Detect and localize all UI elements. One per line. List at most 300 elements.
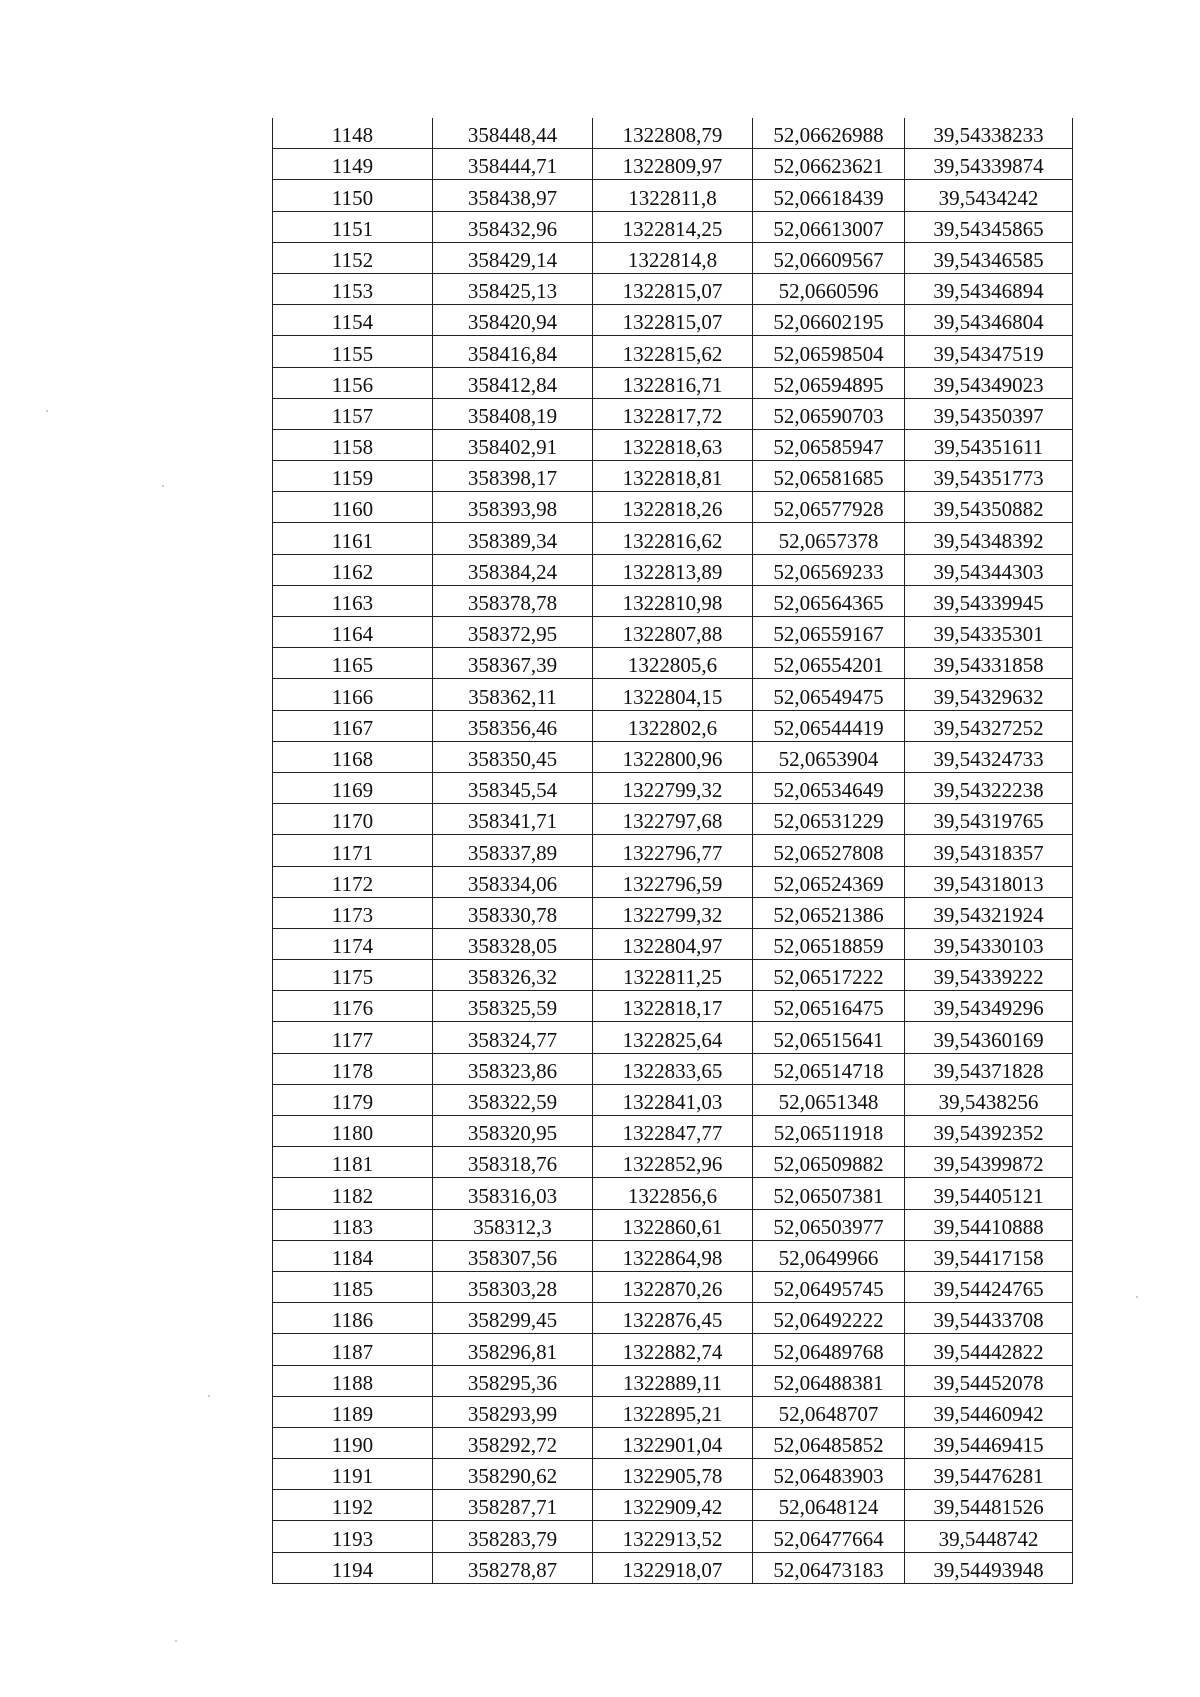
cell-text: 39,54424765	[933, 1277, 1044, 1302]
cell-text: 358295,36	[467, 1370, 558, 1395]
table-row	[273, 1209, 1073, 1240]
x-coordinate-cell	[433, 367, 593, 398]
cell-text: 52,06564365	[773, 591, 884, 615]
cell-text: 358345,54	[467, 778, 558, 803]
longitude-cell	[905, 242, 1073, 273]
cell-text: 1164	[331, 622, 374, 647]
cell-text: 358328,05	[467, 934, 558, 959]
cell-text: 1153	[331, 279, 374, 304]
table-row	[273, 1334, 1073, 1365]
cell-text: 1180	[331, 1121, 374, 1146]
cell-text: 1322825,64	[622, 1027, 723, 1052]
longitude-cell	[905, 118, 1073, 149]
cell-text: 1178	[331, 1058, 374, 1083]
x-coordinate-cell	[433, 1240, 593, 1271]
cell-text: 1322815,62	[622, 341, 723, 366]
latitude-cell	[753, 710, 905, 741]
latitude-cell	[753, 336, 905, 367]
x-coordinate-cell	[433, 1396, 593, 1427]
x-coordinate-cell	[433, 585, 593, 616]
longitude-cell	[905, 866, 1073, 897]
point-number-cell	[273, 617, 433, 648]
y-coordinate-cell	[593, 367, 753, 398]
cell-text: 52,06517222	[773, 965, 884, 990]
cell-text: 1322811,8	[628, 185, 717, 210]
cell-text: 358432,96	[467, 216, 558, 241]
cell-text: 358320,95	[467, 1121, 558, 1146]
y-coordinate-cell	[593, 1427, 753, 1458]
table-row	[273, 211, 1073, 242]
cell-text: 1322800,96	[622, 746, 723, 771]
latitude-cell	[753, 1271, 905, 1302]
latitude-cell	[753, 523, 905, 554]
cell-text: 358326,32	[467, 965, 558, 990]
cell-text: 52,06511918	[773, 1121, 884, 1146]
longitude-cell	[905, 1552, 1073, 1583]
cell-text: 39,54452078	[933, 1370, 1044, 1395]
point-number-cell	[273, 273, 433, 304]
cell-text: 1322876,45	[622, 1308, 723, 1333]
cell-text: 358408,19	[467, 403, 558, 428]
cell-text: 358292,72	[467, 1433, 558, 1458]
cell-text: 39,54371828	[933, 1058, 1044, 1083]
y-coordinate-cell	[593, 804, 753, 835]
cell-text: 1322808,79	[622, 123, 723, 148]
x-coordinate-cell	[433, 1084, 593, 1115]
y-coordinate-cell	[593, 118, 753, 149]
y-coordinate-cell	[593, 897, 753, 928]
cell-text: 1154	[331, 310, 374, 335]
longitude-cell	[905, 554, 1073, 585]
y-coordinate-cell	[593, 1053, 753, 1084]
longitude-cell	[905, 1427, 1073, 1458]
x-coordinate-cell	[433, 741, 593, 772]
point-number-cell	[273, 772, 433, 803]
cell-text: 39,54321924	[933, 902, 1044, 927]
y-coordinate-cell	[593, 149, 753, 180]
cell-text: 358429,14	[467, 247, 558, 272]
cell-text: 1187	[331, 1339, 374, 1364]
cell-text: 358402,91	[467, 435, 558, 460]
cell-text: 1183	[331, 1214, 374, 1239]
point-number-cell	[273, 492, 433, 523]
latitude-cell	[753, 398, 905, 429]
longitude-cell	[905, 461, 1073, 492]
x-coordinate-cell	[433, 991, 593, 1022]
latitude-cell	[753, 242, 905, 273]
point-number-cell	[273, 1521, 433, 1552]
cell-text: 52,06527808	[773, 840, 884, 865]
cell-text: 52,06473183	[773, 1557, 884, 1582]
x-coordinate-cell	[433, 1552, 593, 1583]
cell-text: 1155	[331, 341, 374, 366]
point-number-cell	[273, 1396, 433, 1427]
table-row	[273, 1084, 1073, 1115]
coordinates-table-container	[272, 118, 1072, 1584]
cell-text: 1322818,26	[622, 497, 723, 522]
cell-text: 358325,59	[467, 996, 558, 1021]
table-row	[273, 273, 1073, 304]
cell-text: 1188	[331, 1370, 374, 1395]
point-number-cell	[273, 1116, 433, 1147]
x-coordinate-cell	[433, 461, 593, 492]
x-coordinate-cell	[433, 804, 593, 835]
cell-text: 1322864,98	[622, 1245, 723, 1270]
point-number-cell	[273, 585, 433, 616]
cell-text: 1322870,26	[622, 1277, 723, 1302]
table-row	[273, 149, 1073, 180]
latitude-cell	[753, 741, 905, 772]
cell-text: 1322817,72	[622, 403, 723, 428]
y-coordinate-cell	[593, 305, 753, 336]
x-coordinate-cell	[433, 336, 593, 367]
latitude-cell	[753, 1334, 905, 1365]
y-coordinate-cell	[593, 866, 753, 897]
cell-text: 1322816,71	[622, 372, 723, 397]
latitude-cell	[753, 1116, 905, 1147]
cell-text: 358283,79	[467, 1526, 558, 1551]
cell-text: 1186	[331, 1308, 374, 1333]
table-row	[273, 772, 1073, 803]
cell-text: 52,06554201	[773, 653, 884, 678]
cell-text: 1184	[331, 1245, 374, 1270]
latitude-cell	[753, 1240, 905, 1271]
longitude-cell	[905, 367, 1073, 398]
cell-text: 1322909,42	[622, 1495, 723, 1520]
longitude-cell	[905, 648, 1073, 679]
point-number-cell	[273, 242, 433, 273]
longitude-cell	[905, 1022, 1073, 1053]
cell-text: 1322847,77	[622, 1121, 723, 1146]
cell-text: 39,54351773	[933, 466, 1044, 491]
cell-text: 52,06516475	[773, 996, 884, 1021]
latitude-cell	[753, 180, 905, 211]
cell-text: 1322796,77	[622, 840, 723, 865]
longitude-cell	[905, 1303, 1073, 1334]
table-row	[273, 648, 1073, 679]
table-row	[273, 1147, 1073, 1178]
cell-text: 1322805,6	[627, 653, 718, 678]
y-coordinate-cell	[593, 1084, 753, 1115]
y-coordinate-cell	[593, 772, 753, 803]
table-row	[273, 398, 1073, 429]
cell-text: 52,0653904	[778, 746, 879, 771]
latitude-cell	[753, 367, 905, 398]
latitude-cell	[753, 866, 905, 897]
latitude-cell	[753, 772, 905, 803]
x-coordinate-cell	[433, 679, 593, 710]
cell-text: 1322818,17	[622, 996, 723, 1021]
latitude-cell	[753, 273, 905, 304]
table-row	[273, 180, 1073, 211]
cell-text: 52,06613007	[773, 216, 884, 241]
cell-text: 52,06581685	[773, 466, 884, 491]
x-coordinate-cell	[433, 835, 593, 866]
cell-text: 52,06590703	[773, 403, 884, 428]
x-coordinate-cell	[433, 242, 593, 273]
longitude-cell	[905, 617, 1073, 648]
x-coordinate-cell	[433, 928, 593, 959]
cell-text: 358362,11	[468, 684, 557, 709]
table-row	[273, 1427, 1073, 1458]
y-coordinate-cell	[593, 1521, 753, 1552]
point-number-cell	[273, 1459, 433, 1490]
table-row	[273, 1116, 1073, 1147]
x-coordinate-cell	[433, 1490, 593, 1521]
cell-text: 1322833,65	[622, 1058, 723, 1083]
table-row	[273, 1396, 1073, 1427]
table-row	[273, 1459, 1073, 1490]
latitude-cell	[753, 1022, 905, 1053]
cell-text: 39,54417158	[933, 1245, 1044, 1270]
latitude-cell	[753, 897, 905, 928]
cell-text: 358378,78	[467, 591, 558, 615]
cell-text: 1150	[331, 185, 374, 210]
cell-text: 358341,71	[467, 809, 558, 834]
point-number-cell	[273, 835, 433, 866]
x-coordinate-cell	[433, 648, 593, 679]
x-coordinate-cell	[433, 180, 593, 211]
point-number-cell	[273, 367, 433, 398]
cell-text: 1161	[331, 528, 374, 553]
longitude-cell	[905, 1240, 1073, 1271]
cell-text: 39,54410888	[933, 1214, 1044, 1239]
cell-text: 1322807,88	[622, 622, 723, 647]
cell-text: 1182	[331, 1183, 374, 1208]
x-coordinate-cell	[433, 710, 593, 741]
cell-text: 39,54335301	[933, 622, 1044, 647]
point-number-cell	[273, 554, 433, 585]
y-coordinate-cell	[593, 461, 753, 492]
cell-text: 52,06514718	[773, 1058, 884, 1083]
table-row	[273, 585, 1073, 616]
latitude-cell	[753, 804, 905, 835]
latitude-cell	[753, 1396, 905, 1427]
scan-speck	[208, 1395, 210, 1397]
cell-text: 1322818,81	[622, 466, 723, 491]
x-coordinate-cell	[433, 429, 593, 460]
longitude-cell	[905, 211, 1073, 242]
cell-text: 39,54339222	[933, 965, 1044, 990]
cell-text: 39,54344303	[933, 559, 1044, 584]
cell-text: 358372,95	[467, 622, 558, 647]
cell-text: 358384,24	[467, 559, 558, 584]
cell-text: 1157	[331, 403, 374, 428]
cell-text: 1158	[331, 435, 374, 460]
point-number-cell	[273, 523, 433, 554]
cell-text: 358303,28	[467, 1277, 558, 1302]
x-coordinate-cell	[433, 772, 593, 803]
cell-text: 358330,78	[467, 902, 558, 927]
x-coordinate-cell	[433, 492, 593, 523]
point-number-cell	[273, 118, 433, 149]
latitude-cell	[753, 679, 905, 710]
cell-text: 52,06488381	[773, 1370, 884, 1395]
point-number-cell	[273, 211, 433, 242]
cell-text: 358389,34	[467, 528, 558, 553]
cell-text: 1167	[331, 715, 374, 740]
cell-text: 39,54442822	[933, 1339, 1044, 1364]
latitude-cell	[753, 1303, 905, 1334]
cell-text: 1151	[331, 216, 374, 241]
table-row	[273, 679, 1073, 710]
x-coordinate-cell	[433, 211, 593, 242]
latitude-cell	[753, 1427, 905, 1458]
table-row	[273, 429, 1073, 460]
cell-text: 1322913,52	[622, 1526, 723, 1551]
point-number-cell	[273, 398, 433, 429]
x-coordinate-cell	[433, 1116, 593, 1147]
cell-text: 52,06602195	[773, 310, 884, 335]
cell-text: 52,06483903	[773, 1464, 884, 1489]
cell-text: 39,54331858	[933, 653, 1044, 678]
point-number-cell	[273, 1147, 433, 1178]
cell-text: 39,54324733	[933, 746, 1044, 771]
y-coordinate-cell	[593, 1303, 753, 1334]
cell-text: 52,06559167	[773, 622, 884, 647]
cell-text: 358293,99	[467, 1401, 558, 1426]
cell-text: 1163	[331, 591, 374, 615]
cell-text: 1322905,78	[622, 1464, 723, 1489]
cell-text: 1322814,8	[627, 247, 718, 272]
longitude-cell	[905, 1053, 1073, 1084]
cell-text: 358323,86	[467, 1058, 558, 1083]
cell-text: 1322811,25	[623, 965, 722, 990]
cell-text: 52,0660596	[778, 279, 879, 304]
x-coordinate-cell	[433, 523, 593, 554]
longitude-cell	[905, 991, 1073, 1022]
cell-text: 1171	[331, 840, 374, 865]
latitude-cell	[753, 648, 905, 679]
cell-text: 39,54329632	[933, 684, 1044, 709]
x-coordinate-cell	[433, 617, 593, 648]
cell-text: 358420,94	[467, 310, 558, 335]
cell-text: 1322804,97	[622, 934, 723, 959]
cell-text: 358324,77	[467, 1027, 558, 1052]
cell-text: 52,06585947	[773, 435, 884, 460]
longitude-cell	[905, 928, 1073, 959]
table-row	[273, 741, 1073, 772]
cell-text: 358322,59	[467, 1090, 558, 1114]
table-row	[273, 928, 1073, 959]
cell-text: 1192	[331, 1495, 374, 1520]
latitude-cell	[753, 1147, 905, 1178]
cell-text: 52,06618439	[773, 185, 884, 210]
latitude-cell	[753, 429, 905, 460]
y-coordinate-cell	[593, 1209, 753, 1240]
cell-text: 39,54360169	[933, 1027, 1044, 1052]
cell-text: 39,54460942	[933, 1401, 1044, 1426]
table-row	[273, 305, 1073, 336]
y-coordinate-cell	[593, 648, 753, 679]
cell-text: 358416,84	[467, 341, 558, 366]
latitude-cell	[753, 585, 905, 616]
table-row	[273, 1271, 1073, 1302]
longitude-cell	[905, 492, 1073, 523]
x-coordinate-cell	[433, 1459, 593, 1490]
cell-text: 1193	[331, 1526, 374, 1551]
cell-text: 52,06609567	[773, 247, 884, 272]
y-coordinate-cell	[593, 429, 753, 460]
longitude-cell	[905, 305, 1073, 336]
point-number-cell	[273, 461, 433, 492]
y-coordinate-cell	[593, 835, 753, 866]
cell-text: 358296,81	[467, 1339, 558, 1364]
cell-text: 358337,89	[467, 840, 558, 865]
point-number-cell	[273, 866, 433, 897]
latitude-cell	[753, 617, 905, 648]
longitude-cell	[905, 429, 1073, 460]
longitude-cell	[905, 585, 1073, 616]
latitude-cell	[753, 1521, 905, 1552]
cell-text: 52,06577928	[773, 497, 884, 522]
table-row	[273, 1521, 1073, 1552]
y-coordinate-cell	[593, 960, 753, 991]
point-number-cell	[273, 897, 433, 928]
cell-text: 1148	[331, 123, 374, 148]
latitude-cell	[753, 1552, 905, 1583]
cell-text: 358398,17	[467, 466, 558, 491]
y-coordinate-cell	[593, 523, 753, 554]
cell-text: 39,5438256	[938, 1090, 1039, 1114]
cell-text: 1322796,59	[622, 871, 723, 896]
x-coordinate-cell	[433, 897, 593, 928]
point-number-cell	[273, 991, 433, 1022]
point-number-cell	[273, 1303, 433, 1334]
cell-text: 39,54347519	[933, 341, 1044, 366]
y-coordinate-cell	[593, 211, 753, 242]
point-number-cell	[273, 928, 433, 959]
cell-text: 52,0649966	[778, 1245, 879, 1270]
table-row	[273, 1053, 1073, 1084]
cell-text: 358299,45	[467, 1308, 558, 1333]
table-row	[273, 1552, 1073, 1583]
longitude-cell	[905, 149, 1073, 180]
longitude-cell	[905, 1521, 1073, 1552]
longitude-cell	[905, 1334, 1073, 1365]
cell-text: 39,54469415	[933, 1433, 1044, 1458]
longitude-cell	[905, 741, 1073, 772]
latitude-cell	[753, 211, 905, 242]
cell-text: 52,0657378	[778, 528, 879, 553]
latitude-cell	[753, 149, 905, 180]
cell-text: 1169	[331, 778, 374, 803]
table-row	[273, 617, 1073, 648]
table-row	[273, 1178, 1073, 1209]
latitude-cell	[753, 960, 905, 991]
table-row	[273, 710, 1073, 741]
cell-text: 1165	[331, 653, 374, 678]
cell-text: 1322799,32	[622, 778, 723, 803]
cell-text: 39,54399872	[933, 1152, 1044, 1177]
latitude-cell	[753, 554, 905, 585]
point-number-cell	[273, 149, 433, 180]
cell-text: 1322882,74	[622, 1339, 723, 1364]
longitude-cell	[905, 1490, 1073, 1521]
cell-text: 52,06524369	[773, 871, 884, 896]
cell-text: 39,54481526	[933, 1495, 1044, 1520]
cell-text: 52,06492222	[773, 1308, 884, 1333]
y-coordinate-cell	[593, 991, 753, 1022]
y-coordinate-cell	[593, 398, 753, 429]
table-row	[273, 1303, 1073, 1334]
cell-text: 52,06598504	[773, 341, 884, 366]
latitude-cell	[753, 118, 905, 149]
cell-text: 1166	[331, 684, 374, 709]
x-coordinate-cell	[433, 1334, 593, 1365]
point-number-cell	[273, 679, 433, 710]
longitude-cell	[905, 804, 1073, 835]
